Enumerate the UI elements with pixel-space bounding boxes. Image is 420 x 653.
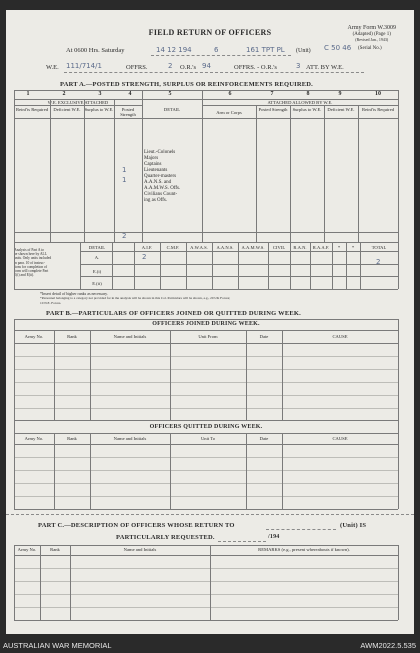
analysis-col: TOTAL: [371, 245, 387, 250]
quitted-title: OFFICERS QUITTED DURING WEEK.: [149, 424, 263, 430]
part-c-col: Army No.: [17, 547, 37, 552]
col-header: Reinf'ts Required: [361, 107, 395, 112]
unit-label: (Unit): [296, 48, 311, 54]
col-number: 6: [228, 91, 232, 97]
footer-accession-number: AWM2022.5.535: [360, 641, 416, 650]
part-c-heading: PART C.—DESCRIPTION OF OFFICERS WHOSE RETURN TO: [38, 522, 235, 529]
rank-item: Lieut.-Colonels: [144, 150, 176, 155]
joined-col: Name and Initials: [113, 334, 147, 339]
form-ref-line: (Adapted) (Page 1): [352, 31, 391, 37]
joined-col: Unit From: [198, 334, 218, 339]
col-header: Posted Strength: [120, 107, 136, 117]
col-header: Surplus to W.E.: [292, 107, 322, 112]
analysis-note-line: E(i) and E(ii).: [14, 273, 35, 278]
col-header: Reinf'ts Required: [15, 107, 49, 112]
quitted-col: Rank: [67, 436, 77, 441]
analysis-col: A.A.N.S.: [216, 245, 234, 250]
col-number: 10: [375, 91, 381, 97]
joined-col: Army No.: [24, 334, 44, 339]
part-c-col: Rank: [50, 547, 60, 552]
quitted-col: CAUSE: [332, 436, 348, 441]
detail-header: DETAIL: [163, 107, 181, 112]
col-number: 4: [128, 91, 132, 97]
rank-item: A.A.M.W.S. Offs.: [144, 186, 181, 191]
joined-col: CAUSE: [332, 334, 348, 339]
rank-item: ing as Offs.: [144, 198, 168, 203]
part-c-year: /194: [268, 534, 280, 540]
time-label: At 0600 Hrs. Saturday: [66, 47, 125, 54]
serial-handwritten: C 50 46: [324, 44, 352, 52]
posted-lieutenants-handwritten: 1: [122, 176, 127, 184]
analysis-row-label: E.(ii): [92, 281, 102, 286]
col-number: 1: [26, 91, 30, 97]
part-c-col: REMARKS (e.g., present whereabouts if known).: [258, 547, 350, 552]
ors-handwritten: 94: [202, 62, 211, 70]
col-header: Deficient W.E.: [327, 107, 355, 112]
analysis-row-label: A.: [94, 255, 100, 260]
rank-item: Captains: [144, 162, 162, 167]
rank-item: Lieutenants: [144, 168, 168, 173]
joined-title: OFFICERS JOINED DURING WEEK.: [152, 321, 260, 327]
quitted-col: Date: [259, 436, 269, 441]
analysis-note: [14, 248, 78, 277]
analysis-col: *: [351, 245, 355, 250]
rank-item: Quarter-masters: [144, 174, 177, 179]
we-handwritten: 111/714/1: [66, 62, 102, 70]
col-number: 2: [62, 91, 66, 97]
col-number: 8: [306, 91, 310, 97]
rank-item: Majors: [144, 156, 159, 161]
analysis-col: R.A.N.: [293, 245, 307, 250]
rank-list: [144, 150, 180, 204]
form-ref-line: Army Form W.3009: [347, 25, 396, 31]
form-title: FIELD RETURN OF OFFICERS: [148, 28, 272, 37]
rank-item: Civilians Count-: [144, 192, 178, 197]
we-exclusive-header: W.E. EXCLUSIVE ATTACHED: [47, 100, 109, 105]
analysis-note-line: be shown here by ALL: [14, 252, 47, 257]
document-sheet: [6, 10, 414, 634]
analysis-total-handwritten: 2: [376, 258, 381, 266]
part-a-heading: PART A.—POSTED STRENGTH, SURPLUS OR REINFORCEMENTS REQUIRED.: [60, 81, 313, 88]
year-handwritten: 6: [214, 46, 219, 54]
col-number: 3: [98, 91, 102, 97]
date-handwritten: 14 12 194: [156, 46, 192, 54]
offrs-label: OFFRS.: [126, 64, 148, 71]
analysis-col: R.A.A.F.: [312, 245, 330, 250]
we-label: W.E.: [46, 64, 59, 71]
analysis-col: A.I.F.: [141, 245, 153, 250]
analysis-col: A.W.A.S.: [190, 245, 208, 250]
footer-institution: AUSTRALIAN WAR MEMORIAL: [3, 641, 112, 650]
joined-col: Date: [259, 334, 269, 339]
unit-handwritten: 161 TPT PL: [246, 46, 285, 54]
analysis-note-line: form will complete Part: [14, 269, 49, 274]
analysis-col: C.M.F.: [166, 245, 180, 250]
attached-allowed-header: ATTACHED ALLOWED BY W.E.: [267, 100, 333, 105]
serial-label: (Serial No.): [358, 46, 382, 51]
analysis-note-line: tions for completion of: [14, 264, 48, 269]
col-header: Arm or Corps: [216, 110, 242, 115]
analysis-note-line: in para. 10 of instruc-: [14, 260, 46, 265]
analysis-note-line: Analysis of Part A to: [14, 248, 44, 252]
archive-footer: [0, 638, 420, 653]
col-number: 7: [270, 91, 274, 97]
quitted-col: Army No.: [24, 436, 44, 441]
part-b-heading: PART B.—PARTICULARS OF OFFICERS JOINED OR QUITTED DURING WEEK.: [46, 310, 302, 317]
ors-label: O.R.'s: [180, 64, 196, 71]
analysis-col: A.A.M.W.S.: [241, 245, 265, 250]
quitted-col: Unit To: [200, 436, 215, 441]
footnote: *Personnel belonging to a category not provided for in the analysis will be shown in this Col. Particulars will be shown, e.g., 20 UK Forces;: [40, 296, 231, 300]
offrs-ors-label: OFFRS. - O.R.'s: [234, 64, 277, 71]
quitted-col: Name and Initials: [113, 436, 147, 441]
form-reference: [347, 26, 396, 43]
att-handwritten: 3: [296, 62, 301, 70]
offrs-handwritten: 2: [168, 62, 173, 70]
col-number: 9: [338, 91, 342, 97]
footnote: 10 N.E. Forces.: [40, 301, 62, 305]
col-number: 5: [168, 91, 172, 97]
part-c-col: Name and Initials: [123, 547, 157, 552]
analysis-col: *: [337, 245, 341, 250]
analysis-aif-handwritten: 2: [142, 253, 147, 261]
analysis-col: CIVIL: [272, 245, 286, 250]
analysis-detail-header: DETAIL: [88, 245, 106, 250]
joined-col: Rank: [67, 334, 77, 339]
part-c-requested: PARTICULARLY REQUESTED.: [116, 534, 215, 541]
att-label: ATT. BY W.E.: [306, 64, 344, 71]
analysis-row-label: E.(i): [92, 269, 102, 274]
rank-item: A.A.N.S. and: [144, 180, 172, 185]
footnote: *Insert detail of higher ranks as necessary.: [40, 291, 108, 296]
part-c-unit-label: (Unit) IS: [340, 522, 367, 529]
col-header: Surplus to W.E.: [84, 107, 114, 112]
col-header: Posted Strength: [258, 107, 288, 112]
form-ref-line: (Revised Jan., 1943): [355, 37, 389, 42]
posted-total-handwritten: 2: [122, 232, 127, 240]
col-header: Deficient W.E.: [53, 107, 81, 112]
posted-captains-handwritten: 1: [122, 166, 127, 174]
analysis-note-line: units. Only units included: [14, 256, 52, 261]
